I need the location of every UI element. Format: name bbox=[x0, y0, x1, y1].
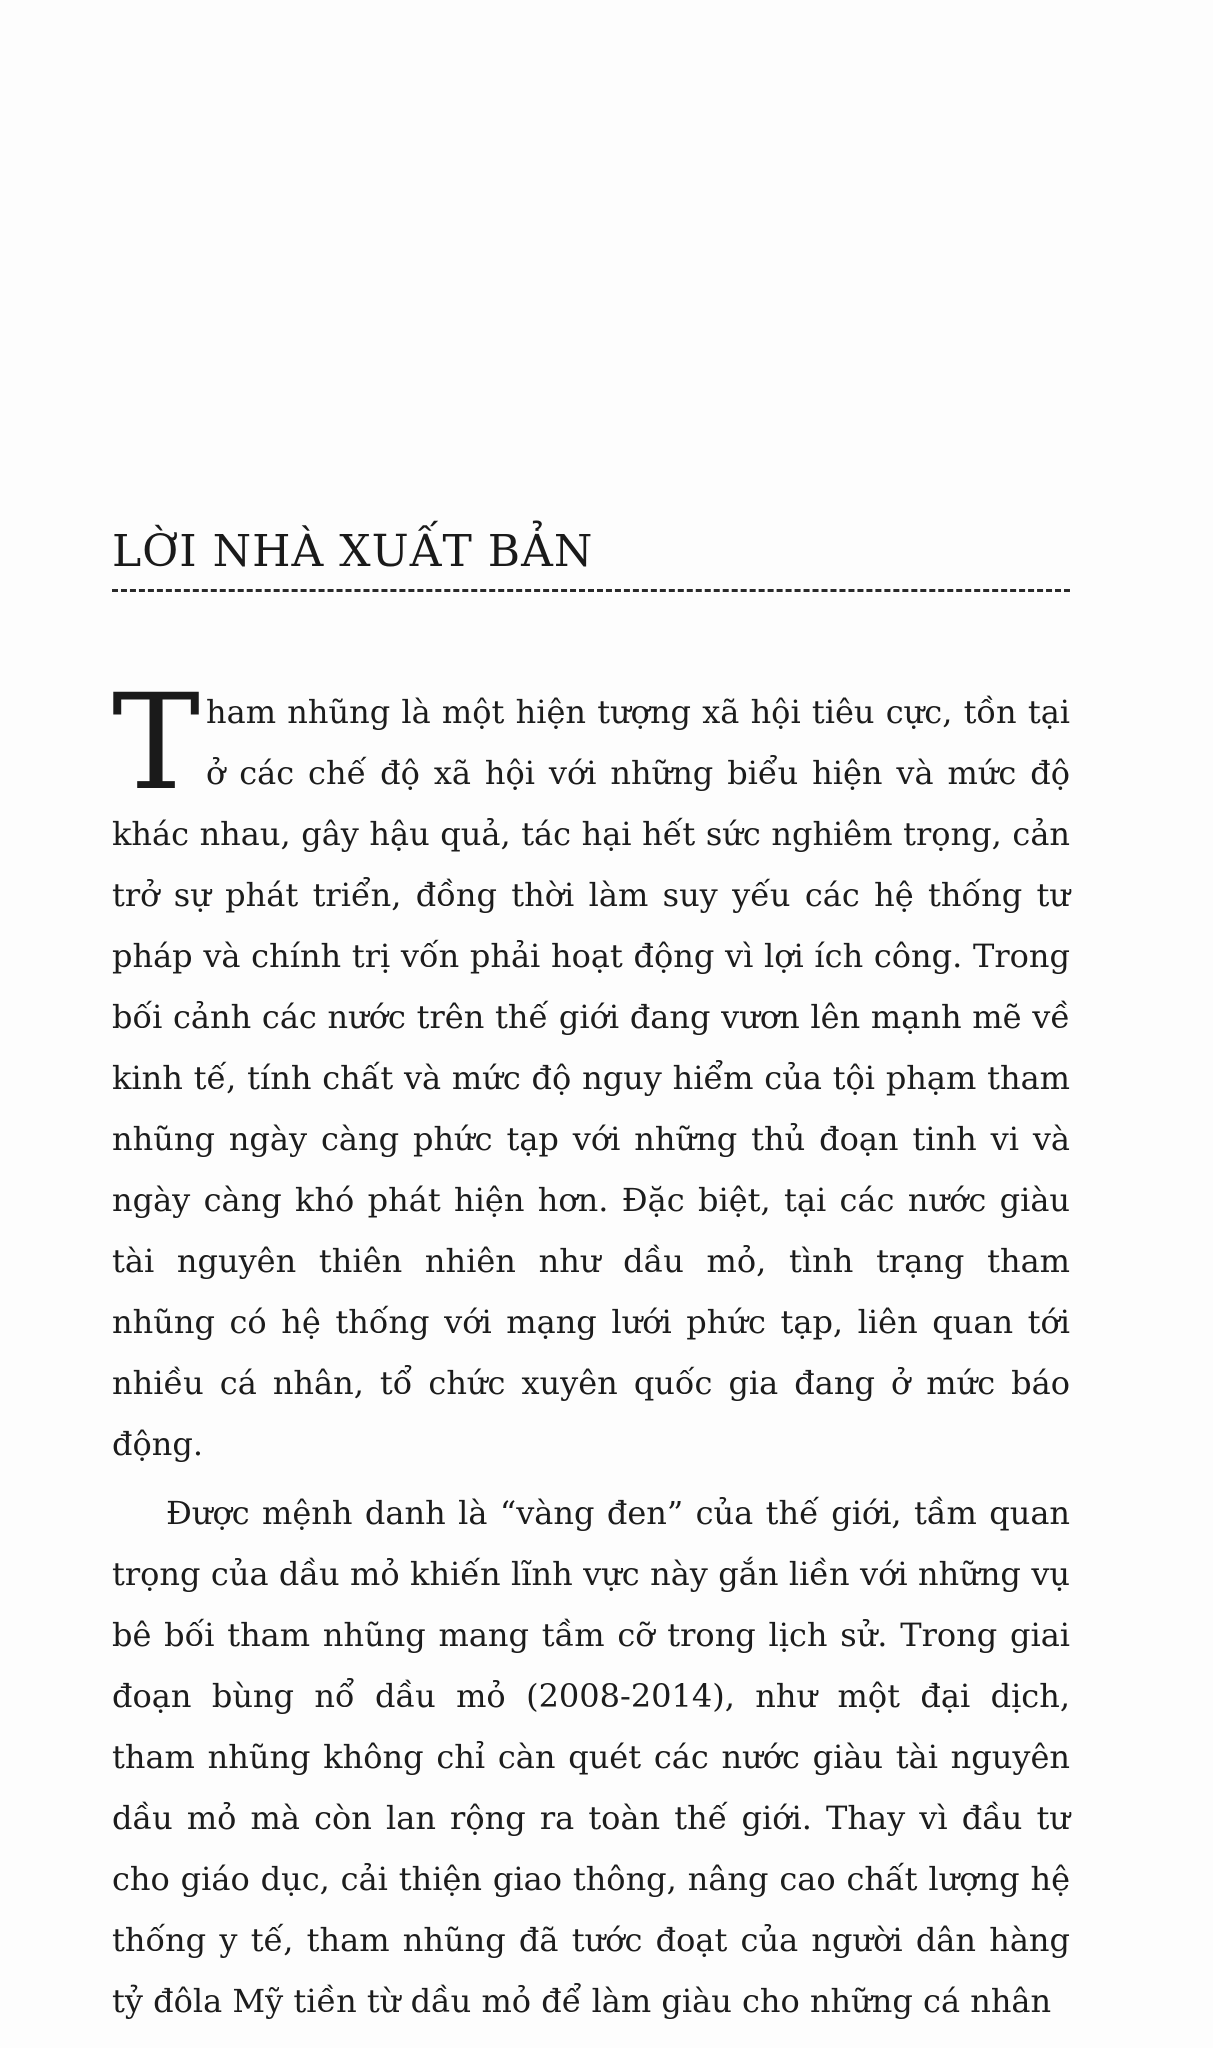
page-heading: LỜI NHÀ XUẤT BẢN bbox=[112, 526, 594, 577]
body-text bbox=[112, 666, 1070, 2032]
paragraph-1 bbox=[112, 666, 1070, 1475]
paragraph-1-text: ham nhũng là một hiện tượng xã hội tiêu cực, tồn tại ở các chế độ xã hội với những biểu hiện và mức độ khác nhau, gây hậu quả, tác hại hết sức nghiêm trọng, cản trở sự phát triển, đồng thời làm suy yếu các hệ thống tư pháp và chính trị vốn phải hoạt động vì lợi ích công. Trong bối cảnh các nước trên thế giới đang vươn lên mạnh mẽ về kinh tế, tính chất và mức độ nguy hiểm của tội phạm tham nhũng ngày càng phức tạp với những thủ đoạn tinh vi và ngày càng khó phát hiện hơn. Đặc biệt, tại các nước giàu tài nguyên thiên nhiên như dầu mỏ, tình trạng tham nhũng có hệ thống với mạng lưới phức tạp, liên quan tới nhiều cá nhân, tổ chức xuyên quốc gia đang ở mức báo động. bbox=[112, 693, 1070, 1463]
drop-cap-letter: T bbox=[112, 666, 201, 820]
paragraph-2: Được mệnh danh là “vàng đen” của thế giới, tầm quan trọng của dầu mỏ khiến lĩnh vực này gắn liền với những vụ bê bối tham nhũng mang tầm cỡ trong lịch sử. Trong giai đoạn bùng nổ dầu mỏ (2008-2014), như một đại dịch, tham nhũng không chỉ càn quét các nước giàu tài nguyên dầu mỏ mà còn lan rộng ra toàn thế giới. Thay vì đầu tư cho giáo dục, cải thiện giao thông, nâng cao chất lượng hệ thống y tế, tham nhũng đã tước đoạt của người dân hàng tỷ đôla Mỹ tiền từ dầu mỏ để làm giàu cho những cá nhân bbox=[112, 1494, 1070, 2020]
heading-dashed-rule bbox=[112, 589, 1070, 592]
